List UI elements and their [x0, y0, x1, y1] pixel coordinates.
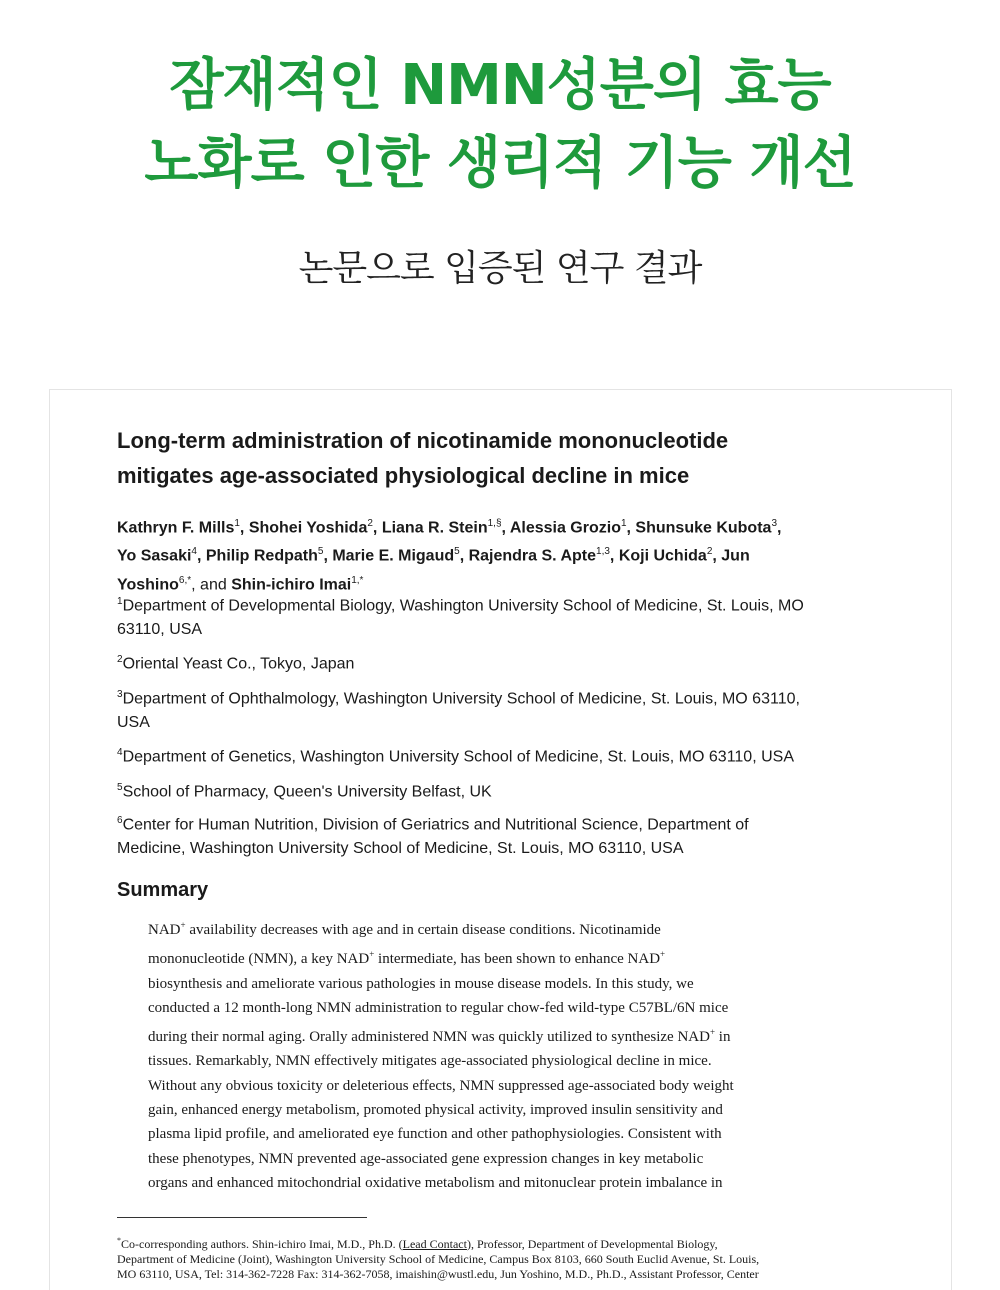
author-sup: 4 — [191, 546, 197, 558]
author-name: Shin-ichiro Imai — [231, 575, 352, 593]
author-sup: 2 — [367, 518, 373, 529]
author-name: , Shohei Yoshida — [239, 519, 368, 537]
author-line-2 — [117, 540, 862, 568]
author-sup: 2 — [706, 546, 713, 558]
affiliation-text: Department of Genetics, Washington University School of Medicine, St. Louis, MO 63110, USA — [122, 748, 794, 766]
paper-title-line-2: mitigates age-associated physiological decline in mice — [117, 463, 690, 488]
author-sup: 1,* — [351, 574, 364, 586]
author-sup: 3 — [771, 518, 777, 529]
affiliation-6 — [117, 809, 862, 861]
footnote-line-1: *Co-corresponding authors. Shin-ichiro Imai, M.D., Ph.D. (Lead Contact), Professor, Department of Developmental Biology, — [117, 1236, 718, 1251]
summary-line: plasma lipid profile, and ameliorated eye function and other pathophysiologies. Consistent with — [148, 1126, 722, 1143]
affiliation-sup: 3 — [117, 689, 123, 700]
footnote-line-2: Department of Medicine (Joint), Washington University School of Medicine, Campus Box 8103, 660 South Euclid Avenue, St. Louis, — [117, 1252, 760, 1266]
author-sup: 6,* — [178, 574, 192, 586]
author-name: Yo Sasaki — [117, 547, 192, 565]
affiliation-text: Medicine, Washington University School of Medicine, St. Louis, MO 63110, USA — [117, 840, 684, 858]
author-sup: 1,§ — [487, 518, 502, 529]
author-sup: 1 — [234, 518, 240, 529]
affiliation-2 — [117, 648, 862, 676]
author-name: , Philip Redpath — [196, 547, 318, 565]
author-sup: 1,3 — [596, 546, 610, 558]
affiliation-3 — [117, 683, 862, 735]
summary-line: NAD+ availability decreases with age and in certain disease conditions. Nicotinamide — [148, 920, 661, 938]
affiliation-text: Department of Developmental Biology, Washington University School of Medicine, St. Louis, MO — [122, 597, 804, 615]
author-name: , Shunsuke Kubota — [626, 519, 772, 537]
footnote — [117, 1233, 862, 1282]
author-name: , Rajendra S. Apte — [459, 547, 597, 565]
headline-line-2: 노화로 인한 생리적 기능 개선 — [144, 131, 856, 196]
summary-line: biosynthesis and ameliorate various pathologies in mouse disease models. In this study, we — [148, 975, 694, 992]
author-sup: 5 — [454, 546, 460, 558]
affiliation-text: Center for Human Nutrition, Division of Geriatrics and Nutritional Science, Department of — [122, 816, 749, 834]
summary-line: during their normal aging. Orally administered NMN was quickly utilized to synthesize NAD+ in — [148, 1027, 731, 1046]
summary-line: organs and enhanced mitochondrial oxidative metabolism and mitonuclear protein imbalance in — [148, 1174, 723, 1191]
affiliation-4 — [117, 741, 862, 769]
affiliation-text: Department of Ophthalmology, Washington University School of Medicine, St. Louis, MO 63110, — [122, 690, 800, 708]
author-name: , Liana R. Stein — [372, 519, 488, 537]
summary-line: mononucleotide (NMN), a key NAD+ intermediate, has been shown to enhance NAD+ — [148, 949, 666, 968]
author-line-1 — [117, 512, 862, 540]
affiliation-sup: 1 — [117, 596, 123, 607]
affiliation-sup: 6 — [117, 815, 123, 826]
author-sep: , — [777, 519, 782, 537]
summary-line: gain, enhanced energy metabolism, promoted physical activity, improved insulin sensitivity and — [148, 1102, 723, 1119]
summary-line: these phenotypes, NMN prevented age-associated gene expression changes in key metabolic — [148, 1150, 704, 1167]
affiliation-5 — [117, 776, 862, 804]
affiliation-text: School of Pharmacy, Queen's University Belfast, UK — [122, 783, 492, 801]
author-name: Kathryn F. Mills — [117, 519, 235, 537]
footnote-mark: * — [117, 1236, 121, 1245]
summary-line: conducted a 12 month-long NMN administration to regular chow-fed wild-type C57BL/6N mice — [148, 999, 729, 1016]
author-name: , Koji Uchida — [609, 547, 707, 565]
paper-title-line-1: Long-term administration of nicotinamide mononucleotide — [117, 428, 729, 453]
affiliation-sup: 2 — [117, 654, 123, 665]
affiliation-sup: 5 — [117, 782, 123, 793]
headline-line-1: 잠재적인 NMN성분의 효능 — [169, 53, 831, 118]
summary-text — [148, 913, 838, 1195]
author-sep: , Jun — [712, 547, 750, 565]
paper-title — [117, 423, 857, 493]
author-sep: , and — [191, 575, 232, 593]
affiliation-sup: 4 — [117, 747, 123, 758]
author-name: , Marie E. Migaud — [323, 547, 455, 565]
affiliation-1 — [117, 590, 862, 642]
affiliation-text: USA — [117, 714, 150, 732]
footnote-line-3: MO 63110, USA, Tel: 314-362-7228 Fax: 314-362-7058, imaishin@wustl.edu, Jun Yoshino, M.D., Ph.D., Assistant Professor, Center — [117, 1267, 759, 1281]
subheadline: 논문으로 입증된 연구 결과 — [298, 248, 702, 289]
affiliation-text: 63110, USA — [117, 621, 203, 639]
paper-excerpt — [49, 389, 952, 1290]
author-sup: 5 — [317, 546, 324, 558]
affiliation-text: Oriental Yeast Co., Tokyo, Japan — [122, 655, 355, 673]
summary-line: Without any obvious toxicity or deleterious effects, NMN suppressed age-associated body weight — [148, 1077, 734, 1094]
summary-heading: Summary — [117, 879, 209, 901]
footnote-divider — [117, 1217, 367, 1218]
lead-contact-link[interactable]: Lead Contact — [402, 1237, 467, 1251]
author-list — [117, 512, 862, 597]
author-name: , Alessia Grozio — [501, 519, 621, 537]
summary-line: tissues. Remarkably, NMN effectively mitigates age-associated physiological decline in mice. — [148, 1053, 712, 1070]
author-sup: 1 — [620, 518, 627, 529]
author-name: Yoshino — [117, 575, 179, 593]
